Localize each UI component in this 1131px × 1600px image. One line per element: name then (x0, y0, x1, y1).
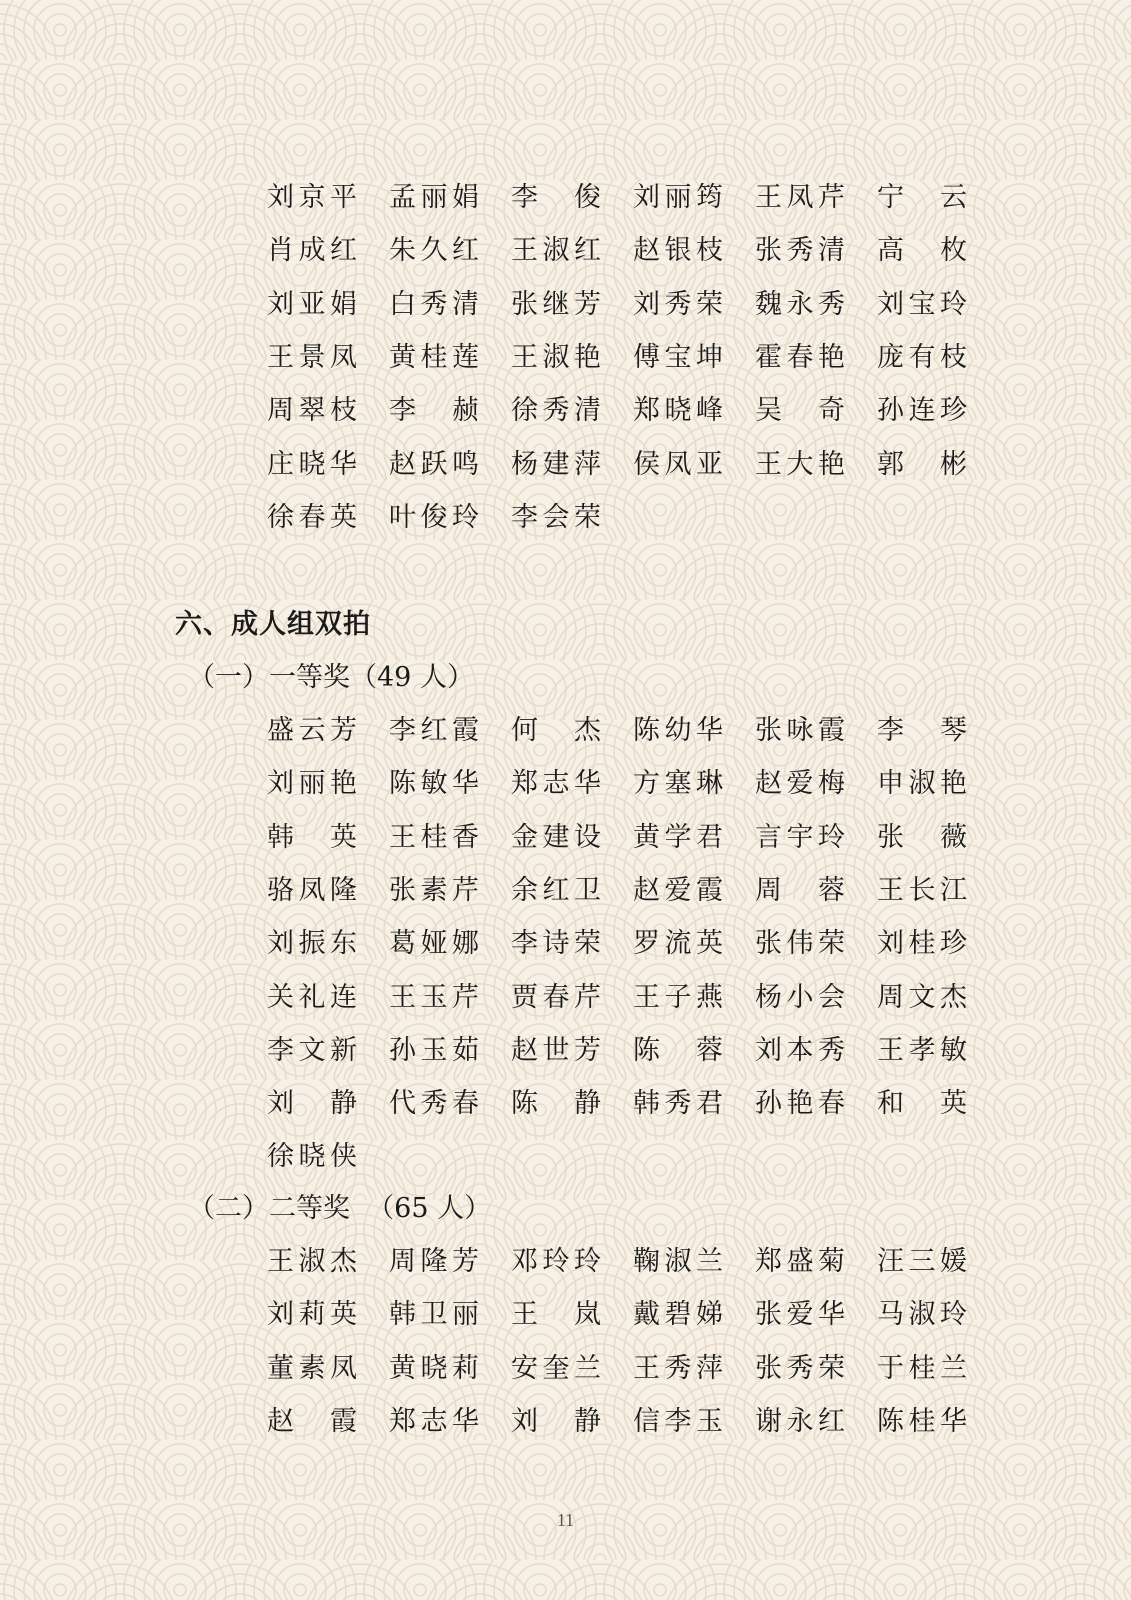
name-cell: 庞 有 枝 (877, 341, 967, 373)
name-cell: 郑 志 华 (389, 1405, 479, 1437)
name-cell: 王 长 江 (877, 874, 967, 906)
name-cell: 魏 永 秀 (755, 288, 845, 320)
name-cell: 刘 莉 英 (267, 1299, 357, 1331)
name-cell: 王 淑 艳 (511, 341, 601, 373)
name-cell: 邓 玲 玲 (511, 1246, 601, 1277)
name-cell: 韩 秀 君 (633, 1088, 723, 1120)
name-cell: 徐 晓 侠 (267, 1141, 357, 1173)
name-cell: 孙 玉 茹 (389, 1034, 479, 1066)
name-cell: 王 孝 敏 (877, 1034, 967, 1066)
name-cell: 叶 俊 玲 (389, 501, 479, 533)
name-cell: 李 诗 荣 (511, 928, 601, 960)
name-cell: 黄 桂 莲 (389, 341, 479, 373)
name-cell: 李 红 霞 (389, 715, 479, 746)
name-cell: 陈 蓉 (633, 1034, 723, 1066)
name-cell: 金 建 设 (511, 821, 601, 853)
name-cell: 刘 静 (267, 1088, 357, 1120)
name-cell: 赵 世 芳 (511, 1034, 601, 1066)
name-cell: 侯 凤 亚 (633, 448, 723, 480)
name-cell: 王 淑 红 (511, 235, 601, 267)
name-cell: 汪 三 媛 (877, 1246, 967, 1277)
name-cell: 孟 丽 娟 (389, 182, 479, 213)
name-cell: 戴 碧 娣 (633, 1299, 723, 1331)
name-cell: 余 红 卫 (511, 874, 601, 906)
name-cell: 周 文 杰 (877, 981, 967, 1013)
name-cell: 张 咏 霞 (755, 715, 845, 746)
name-cell: 安 奎 兰 (511, 1352, 601, 1384)
name-cell: 刘 宝 玲 (877, 288, 967, 320)
name-cell: 李 赪 (389, 395, 479, 427)
name-cell: 黄 学 君 (633, 821, 723, 853)
name-cell: 王 桂 香 (389, 821, 479, 853)
name-cell: 周 蓉 (755, 874, 845, 906)
name-cell: 方 塞 琳 (633, 768, 723, 800)
name-cell: 张 爱 华 (755, 1299, 845, 1331)
name-cell: 宁 云 (877, 182, 967, 213)
name-cell: 王 大 艳 (755, 448, 845, 480)
name-cell: 马 淑 玲 (877, 1299, 967, 1331)
name-cell: 关 礼 连 (267, 981, 357, 1013)
name-cell: 韩 英 (267, 821, 357, 853)
name-cell: 陈 敏 华 (389, 768, 479, 800)
first-prize-label: （一）一等奖（49 人） (188, 662, 474, 693)
name-cell: 刘 本 秀 (755, 1034, 845, 1066)
name-cell: 郑 志 华 (511, 768, 601, 800)
name-cell: 刘 桂 珍 (877, 928, 967, 960)
name-cell: 徐 秀 清 (511, 395, 601, 427)
name-cell: 赵 银 枝 (633, 235, 723, 267)
name-cell: 刘 静 (511, 1405, 601, 1437)
name-cell: 李 俊 (511, 182, 601, 213)
name-cell: 张 素 芹 (389, 874, 479, 906)
name-cell: 徐 春 英 (267, 501, 357, 533)
name-cell: 刘 秀 荣 (633, 288, 723, 320)
name-cell: 刘 丽 筠 (633, 182, 723, 213)
name-cell: 盛 云 芳 (267, 715, 357, 746)
name-cell: 贾 春 芹 (511, 981, 601, 1013)
name-cell: 王 岚 (511, 1299, 601, 1331)
name-cell: 郑 晓 峰 (633, 395, 723, 427)
name-cell: 刘 丽 艳 (267, 768, 357, 800)
name-cell: 陈 桂 华 (877, 1405, 967, 1437)
name-cell: 庄 晓 华 (267, 448, 357, 480)
name-cell: 赵 爱 霞 (633, 874, 723, 906)
name-cell: 王 景 凤 (267, 341, 357, 373)
name-cell: 杨 小 会 (755, 981, 845, 1013)
page-number: 11 (556, 1510, 575, 1530)
name-cell: 陈 静 (511, 1088, 601, 1120)
name-cell: 赵 霞 (267, 1405, 357, 1437)
name-cell: 李 会 荣 (511, 501, 601, 533)
name-cell: 何 杰 (511, 715, 601, 746)
name-cell: 周 翠 枝 (267, 395, 357, 427)
name-cell: 骆 凤 隆 (267, 874, 357, 906)
name-cell: 白 秀 清 (389, 288, 479, 320)
name-cell: 肖 成 红 (267, 235, 357, 267)
name-cell: 霍 春 艳 (755, 341, 845, 373)
name-cell: 赵 爱 梅 (755, 768, 845, 800)
name-cell: 张 伟 荣 (755, 928, 845, 960)
name-cell: 吴 奇 (755, 395, 845, 427)
name-cell: 孙 艳 春 (755, 1088, 845, 1120)
name-cell: 王 凤 芹 (755, 182, 845, 213)
name-cell: 申 淑 艳 (877, 768, 967, 800)
name-cell: 王 子 燕 (633, 981, 723, 1013)
name-cell: 罗 流 英 (633, 928, 723, 960)
name-cell: 傅 宝 坤 (633, 341, 723, 373)
name-cell: 刘 振 东 (267, 928, 357, 960)
name-cell: 王 淑 杰 (267, 1246, 357, 1277)
name-cell: 李 琴 (877, 715, 967, 746)
name-cell: 刘 亚 娟 (267, 288, 357, 320)
name-cell: 郑 盛 菊 (755, 1246, 845, 1277)
name-cell: 言 宇 玲 (755, 821, 845, 853)
name-cell: 李 文 新 (267, 1034, 357, 1066)
name-cell: 董 素 凤 (267, 1352, 357, 1384)
name-cell: 张 秀 荣 (755, 1352, 845, 1384)
name-cell: 王 玉 芹 (389, 981, 479, 1013)
name-cell: 赵 跃 鸣 (389, 448, 479, 480)
name-cell: 和 英 (877, 1088, 967, 1120)
name-cell: 陈 幼 华 (633, 715, 723, 746)
name-cell: 郭 彬 (877, 448, 967, 480)
name-cell: 谢 永 红 (755, 1405, 845, 1437)
name-cell: 张 继 芳 (511, 288, 601, 320)
name-cell: 杨 建 萍 (511, 448, 601, 480)
name-cell: 韩 卫 丽 (389, 1299, 479, 1331)
name-cell: 鞠 淑 兰 (633, 1246, 723, 1277)
name-cell: 信 李 玉 (633, 1405, 723, 1437)
second-prize-label: （二）二等奖 （65 人） (188, 1193, 492, 1224)
name-cell: 葛 娅 娜 (389, 928, 479, 960)
name-cell: 高 枚 (877, 235, 967, 267)
name-cell: 刘 京 平 (267, 182, 357, 213)
name-cell: 张 秀 清 (755, 235, 845, 267)
section-heading: 六、成人组双拍 (175, 609, 371, 640)
name-cell: 代 秀 春 (389, 1088, 479, 1120)
name-cell: 孙 连 珍 (877, 395, 967, 427)
name-cell: 周 隆 芳 (389, 1246, 479, 1277)
name-cell: 张 薇 (877, 821, 967, 853)
name-cell: 王 秀 萍 (633, 1352, 723, 1384)
name-cell: 朱 久 红 (389, 235, 479, 267)
name-cell: 黄 晓 莉 (389, 1352, 479, 1384)
name-cell: 于 桂 兰 (877, 1352, 967, 1384)
